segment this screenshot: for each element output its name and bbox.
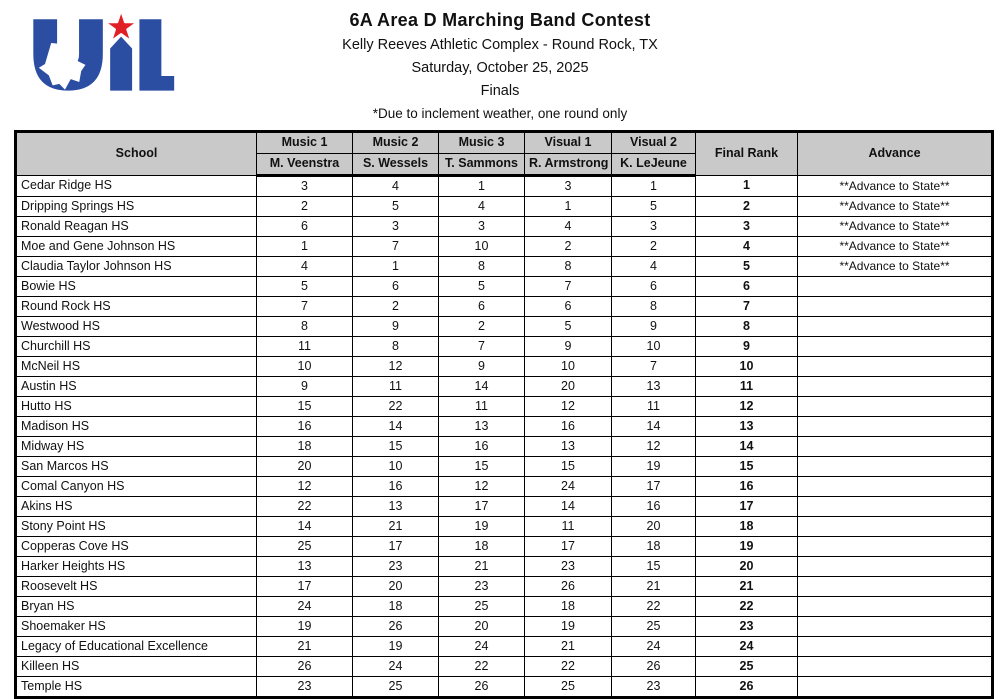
score-cell: 1 <box>612 176 696 197</box>
final-rank-cell: 6 <box>696 277 798 297</box>
school-cell: Moe and Gene Johnson HS <box>16 237 257 257</box>
score-cell: 9 <box>257 377 353 397</box>
score-cell: 15 <box>353 437 439 457</box>
final-rank-cell: 3 <box>696 217 798 237</box>
table-row <box>16 377 993 397</box>
score-cell: 5 <box>525 317 612 337</box>
table-row <box>16 517 993 537</box>
advance-cell <box>798 497 993 517</box>
contest-title: 6A Area D Marching Band Contest <box>349 10 651 30</box>
advance-cell <box>798 317 993 337</box>
score-cell: 23 <box>353 557 439 577</box>
score-cell: 23 <box>525 557 612 577</box>
final-rank-cell: 15 <box>696 457 798 477</box>
table-row <box>16 197 993 217</box>
score-cell: 16 <box>439 437 525 457</box>
table-row <box>16 677 993 698</box>
score-cell: 26 <box>439 677 525 698</box>
table-row <box>16 317 993 337</box>
results-table-wrapper <box>14 130 994 699</box>
score-cell: 3 <box>612 217 696 237</box>
judge-name-visual1: R. Armstrong <box>525 154 612 176</box>
col-header-music2: Music 2 <box>353 132 439 154</box>
score-cell: 12 <box>439 477 525 497</box>
score-cell: 15 <box>439 457 525 477</box>
table-row <box>16 577 993 597</box>
score-cell: 20 <box>439 617 525 637</box>
score-cell: 23 <box>439 577 525 597</box>
table-row <box>16 217 993 237</box>
advance-cell <box>798 337 993 357</box>
col-header-music1: Music 1 <box>257 132 353 154</box>
advance-cell <box>798 537 993 557</box>
score-cell: 7 <box>525 277 612 297</box>
table-row <box>16 417 993 437</box>
score-cell: 21 <box>439 557 525 577</box>
score-cell: 14 <box>612 417 696 437</box>
score-cell: 15 <box>612 557 696 577</box>
results-header <box>16 132 993 176</box>
score-cell: 1 <box>353 257 439 277</box>
table-row <box>16 477 993 497</box>
score-cell: 21 <box>612 577 696 597</box>
final-rank-cell: 23 <box>696 617 798 637</box>
score-cell: 7 <box>257 297 353 317</box>
score-cell: 25 <box>353 677 439 698</box>
results-table <box>14 130 994 699</box>
advance-cell <box>798 297 993 317</box>
table-row <box>16 537 993 557</box>
advance-cell <box>798 457 993 477</box>
score-cell: 2 <box>612 237 696 257</box>
score-cell: 5 <box>439 277 525 297</box>
score-cell: 18 <box>353 597 439 617</box>
score-cell: 21 <box>353 517 439 537</box>
advance-cell <box>798 577 993 597</box>
advance-cell: **Advance to State** <box>798 237 993 257</box>
score-cell: 19 <box>439 517 525 537</box>
final-rank-cell: 24 <box>696 637 798 657</box>
school-cell: Bowie HS <box>16 277 257 297</box>
advance-cell <box>798 277 993 297</box>
score-cell: 21 <box>525 637 612 657</box>
score-cell: 6 <box>439 297 525 317</box>
school-cell: Dripping Springs HS <box>16 197 257 217</box>
score-cell: 12 <box>257 477 353 497</box>
col-header-school: School <box>16 132 257 176</box>
score-cell: 18 <box>257 437 353 457</box>
school-cell: Temple HS <box>16 677 257 698</box>
score-cell: 1 <box>525 197 612 217</box>
score-cell: 26 <box>257 657 353 677</box>
score-cell: 20 <box>257 457 353 477</box>
advance-cell <box>798 617 993 637</box>
score-cell: 11 <box>257 337 353 357</box>
score-cell: 11 <box>439 397 525 417</box>
score-cell: 1 <box>439 176 525 197</box>
advance-cell <box>798 597 993 617</box>
score-cell: 24 <box>353 657 439 677</box>
col-header-music3: Music 3 <box>439 132 525 154</box>
final-rank-cell: 10 <box>696 357 798 377</box>
advance-cell: **Advance to State** <box>798 257 993 277</box>
score-cell: 11 <box>612 397 696 417</box>
final-rank-cell: 13 <box>696 417 798 437</box>
score-cell: 10 <box>257 357 353 377</box>
school-cell: Madison HS <box>16 417 257 437</box>
table-row <box>16 257 993 277</box>
table-row <box>16 617 993 637</box>
score-cell: 4 <box>525 217 612 237</box>
final-rank-cell: 17 <box>696 497 798 517</box>
score-cell: 13 <box>353 497 439 517</box>
score-cell: 19 <box>525 617 612 637</box>
score-cell: 22 <box>525 657 612 677</box>
score-cell: 25 <box>525 677 612 698</box>
school-cell: Legacy of Educational Excellence <box>16 637 257 657</box>
score-cell: 25 <box>439 597 525 617</box>
school-cell: Westwood HS <box>16 317 257 337</box>
score-cell: 14 <box>353 417 439 437</box>
score-cell: 9 <box>439 357 525 377</box>
score-cell: 8 <box>612 297 696 317</box>
school-cell: Midway HS <box>16 437 257 457</box>
score-cell: 17 <box>353 537 439 557</box>
school-cell: McNeil HS <box>16 357 257 377</box>
score-cell: 17 <box>525 537 612 557</box>
final-rank-cell: 18 <box>696 517 798 537</box>
col-header-visual1: Visual 1 <box>525 132 612 154</box>
school-cell: Ronald Reagan HS <box>16 217 257 237</box>
advance-cell: **Advance to State** <box>798 197 993 217</box>
final-rank-cell: 7 <box>696 297 798 317</box>
school-cell: Cedar Ridge HS <box>16 176 257 197</box>
school-cell: Harker Heights HS <box>16 557 257 577</box>
school-cell: Austin HS <box>16 377 257 397</box>
score-cell: 4 <box>257 257 353 277</box>
score-cell: 23 <box>612 677 696 698</box>
advance-cell: **Advance to State** <box>798 176 993 197</box>
score-cell: 22 <box>439 657 525 677</box>
table-row <box>16 597 993 617</box>
school-cell: Bryan HS <box>16 597 257 617</box>
final-rank-cell: 1 <box>696 176 798 197</box>
score-cell: 5 <box>353 197 439 217</box>
school-cell: Stony Point HS <box>16 517 257 537</box>
contest-round: Finals <box>480 83 520 99</box>
score-cell: 24 <box>439 637 525 657</box>
contest-venue: Kelly Reeves Athletic Complex - Round Rock, TX <box>342 37 658 53</box>
school-cell: Copperas Cove HS <box>16 537 257 557</box>
score-cell: 26 <box>612 657 696 677</box>
table-row <box>16 457 993 477</box>
final-rank-cell: 22 <box>696 597 798 617</box>
table-row <box>16 637 993 657</box>
score-cell: 19 <box>612 457 696 477</box>
score-cell: 11 <box>353 377 439 397</box>
table-row <box>16 437 993 457</box>
score-cell: 20 <box>353 577 439 597</box>
final-rank-cell: 20 <box>696 557 798 577</box>
table-row <box>16 237 993 257</box>
table-row <box>16 657 993 677</box>
score-cell: 8 <box>257 317 353 337</box>
final-rank-cell: 14 <box>696 437 798 457</box>
score-cell: 8 <box>525 257 612 277</box>
score-cell: 6 <box>612 277 696 297</box>
table-row <box>16 557 993 577</box>
final-rank-cell: 25 <box>696 657 798 677</box>
advance-cell <box>798 437 993 457</box>
score-cell: 8 <box>353 337 439 357</box>
school-cell: Round Rock HS <box>16 297 257 317</box>
score-cell: 26 <box>525 577 612 597</box>
weather-note: *Due to inclement weather, one round only <box>372 106 628 121</box>
score-cell: 21 <box>257 637 353 657</box>
contest-date: Saturday, October 25, 2025 <box>411 60 589 76</box>
score-cell: 18 <box>525 597 612 617</box>
score-cell: 2 <box>439 317 525 337</box>
score-cell: 16 <box>525 417 612 437</box>
score-cell: 15 <box>525 457 612 477</box>
score-cell: 14 <box>525 497 612 517</box>
score-cell: 2 <box>525 237 612 257</box>
score-cell: 23 <box>257 677 353 698</box>
school-cell: Killeen HS <box>16 657 257 677</box>
school-cell: San Marcos HS <box>16 457 257 477</box>
school-cell: Roosevelt HS <box>16 577 257 597</box>
score-cell: 13 <box>525 437 612 457</box>
advance-cell <box>798 397 993 417</box>
score-cell: 3 <box>525 176 612 197</box>
results-tbody <box>16 176 993 698</box>
table-row <box>16 297 993 317</box>
score-cell: 17 <box>257 577 353 597</box>
score-cell: 14 <box>439 377 525 397</box>
final-rank-cell: 26 <box>696 677 798 698</box>
score-cell: 19 <box>353 637 439 657</box>
score-cell: 5 <box>612 197 696 217</box>
score-cell: 20 <box>525 377 612 397</box>
score-cell: 9 <box>612 317 696 337</box>
score-cell: 13 <box>257 557 353 577</box>
score-cell: 12 <box>353 357 439 377</box>
final-rank-cell: 12 <box>696 397 798 417</box>
score-cell: 13 <box>612 377 696 397</box>
score-cell: 7 <box>612 357 696 377</box>
score-cell: 7 <box>353 237 439 257</box>
table-row <box>16 497 993 517</box>
score-cell: 12 <box>525 397 612 417</box>
table-row <box>16 277 993 297</box>
col-header-visual2: Visual 2 <box>612 132 696 154</box>
advance-cell: **Advance to State** <box>798 217 993 237</box>
score-cell: 22 <box>612 597 696 617</box>
advance-cell <box>798 477 993 497</box>
score-cell: 2 <box>353 297 439 317</box>
score-cell: 6 <box>257 217 353 237</box>
score-cell: 18 <box>612 537 696 557</box>
score-cell: 22 <box>353 397 439 417</box>
final-rank-cell: 11 <box>696 377 798 397</box>
judge-name-visual2: K. LeJeune <box>612 154 696 176</box>
score-cell: 17 <box>439 497 525 517</box>
judge-name-music2: S. Wessels <box>353 154 439 176</box>
score-cell: 18 <box>439 537 525 557</box>
judge-name-music3: T. Sammons <box>439 154 525 176</box>
score-cell: 6 <box>525 297 612 317</box>
score-cell: 2 <box>257 197 353 217</box>
score-cell: 19 <box>257 617 353 637</box>
score-cell: 25 <box>612 617 696 637</box>
school-cell: Churchill HS <box>16 337 257 357</box>
score-cell: 26 <box>353 617 439 637</box>
score-cell: 16 <box>353 477 439 497</box>
final-rank-cell: 9 <box>696 337 798 357</box>
advance-cell <box>798 677 993 698</box>
advance-cell <box>798 657 993 677</box>
score-cell: 11 <box>525 517 612 537</box>
score-cell: 15 <box>257 397 353 417</box>
score-cell: 4 <box>612 257 696 277</box>
score-cell: 8 <box>439 257 525 277</box>
school-cell: Claudia Taylor Johnson HS <box>16 257 257 277</box>
score-cell: 10 <box>525 357 612 377</box>
title-block <box>0 6 1000 121</box>
score-cell: 10 <box>353 457 439 477</box>
score-cell: 20 <box>612 517 696 537</box>
final-rank-cell: 2 <box>696 197 798 217</box>
col-header-final-rank: Final Rank <box>696 132 798 176</box>
score-cell: 5 <box>257 277 353 297</box>
score-cell: 16 <box>612 497 696 517</box>
score-cell: 3 <box>353 217 439 237</box>
advance-cell <box>798 357 993 377</box>
score-cell: 3 <box>257 176 353 197</box>
score-cell: 10 <box>439 237 525 257</box>
score-cell: 6 <box>353 277 439 297</box>
school-cell: Comal Canyon HS <box>16 477 257 497</box>
score-cell: 22 <box>257 497 353 517</box>
final-rank-cell: 21 <box>696 577 798 597</box>
score-cell: 4 <box>353 176 439 197</box>
score-cell: 24 <box>257 597 353 617</box>
table-row <box>16 357 993 377</box>
final-rank-cell: 5 <box>696 257 798 277</box>
score-cell: 13 <box>439 417 525 437</box>
score-cell: 9 <box>525 337 612 357</box>
advance-cell <box>798 557 993 577</box>
score-cell: 1 <box>257 237 353 257</box>
col-header-advance: Advance <box>798 132 993 176</box>
score-cell: 3 <box>439 217 525 237</box>
judge-name-music1: M. Veenstra <box>257 154 353 176</box>
score-cell: 4 <box>439 197 525 217</box>
score-cell: 9 <box>353 317 439 337</box>
advance-cell <box>798 417 993 437</box>
final-rank-cell: 4 <box>696 237 798 257</box>
advance-cell <box>798 637 993 657</box>
score-cell: 24 <box>612 637 696 657</box>
school-cell: Akins HS <box>16 497 257 517</box>
school-cell: Shoemaker HS <box>16 617 257 637</box>
score-cell: 10 <box>612 337 696 357</box>
score-cell: 17 <box>612 477 696 497</box>
score-cell: 14 <box>257 517 353 537</box>
table-row <box>16 337 993 357</box>
table-row <box>16 176 993 197</box>
table-row <box>16 397 993 417</box>
advance-cell <box>798 377 993 397</box>
final-rank-cell: 16 <box>696 477 798 497</box>
score-cell: 12 <box>612 437 696 457</box>
score-cell: 7 <box>439 337 525 357</box>
final-rank-cell: 19 <box>696 537 798 557</box>
advance-cell <box>798 517 993 537</box>
school-cell: Hutto HS <box>16 397 257 417</box>
final-rank-cell: 8 <box>696 317 798 337</box>
score-cell: 16 <box>257 417 353 437</box>
score-cell: 24 <box>525 477 612 497</box>
score-cell: 25 <box>257 537 353 557</box>
